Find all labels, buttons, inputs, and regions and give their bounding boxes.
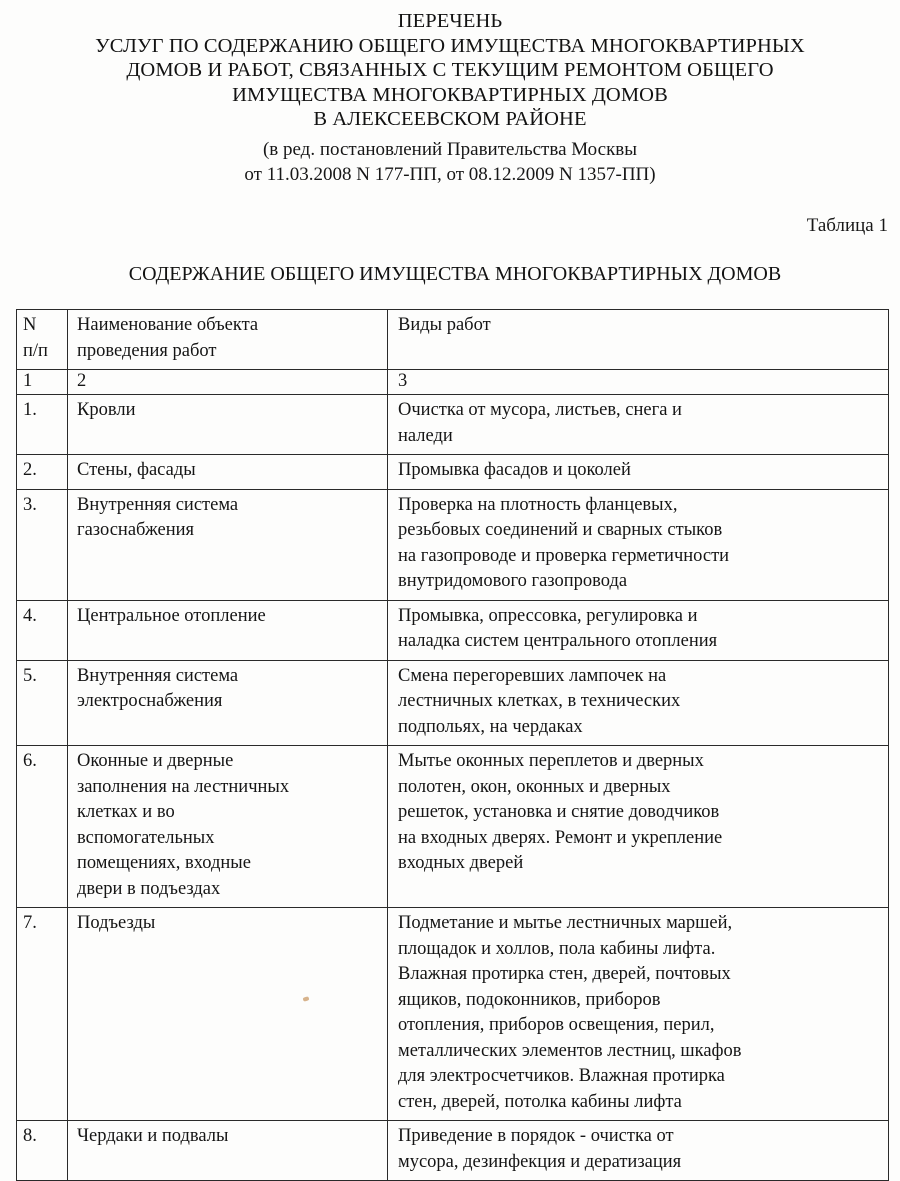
works-line: Проверка на плотность фланцевых, [398,494,678,515]
works-line: подпольях, на чердаках [398,716,583,737]
object-line: Стены, фасады [77,460,196,480]
table-number-label: Таблица 1 [806,214,888,236]
column-index-2: 2 [68,370,388,395]
row-number: 6. [17,746,68,908]
row-works [388,746,889,908]
services-table [16,309,889,1181]
row-object [68,455,388,490]
header-cell-object [68,310,388,370]
row-number: 5. [17,660,68,746]
object-line: Оконные и дверные [77,751,234,771]
column-index-1: 1 [17,370,68,395]
object-line: Кровли [77,400,136,420]
services-table-container [16,309,888,1181]
row-works [388,1121,889,1181]
row-number: 7. [17,908,68,1121]
object-line: Чердаки и подвалы [77,1126,229,1146]
row-number: 4. [17,600,68,660]
works-line: Приведение в порядок - очистка от [398,1126,674,1146]
works-line: металлических элементов лестниц, шкафов [398,1040,742,1061]
works-line: на газопроводе и проверка герметичности [398,545,730,566]
table-caption: СОДЕРЖАНИЕ ОБЩЕГО ИМУЩЕСТВА МНОГОКВАРТИРНЫХ ДОМОВ [128,262,782,285]
row-number: 8. [17,1121,68,1181]
row-object [68,1121,388,1181]
works-line: ящиков, подоконников, приборов [398,989,661,1010]
object-line: Подъезды [77,913,156,933]
row-works [388,395,889,455]
row-object [68,489,388,600]
edition-line-1: от 11.03.2008 N 177-ПП, от 08.12.2009 N 1357-ПП) [244,163,656,185]
header-works-line-0: Виды работ [398,315,491,335]
works-line: наладка систем центрального отопления [398,631,718,651]
row-object [68,600,388,660]
header-object-line-1: проведения работ [77,340,217,361]
row-works [388,908,889,1121]
object-line: заполнения на лестничных [77,776,290,797]
row-works [388,660,889,746]
table-column-index-row [17,370,889,395]
works-line: стен, дверей, потолка кабины лифта [398,1091,682,1112]
row-number: 3. [17,489,68,600]
works-line: резьбовых соединений и сварных стыков [398,520,723,540]
works-line: Промывка фасадов и цоколей [398,460,631,480]
table-header-row [17,310,889,370]
row-object [68,746,388,908]
works-line: внутридомового газопровода [398,571,628,591]
title-line-3: ИМУЩЕСТВА МНОГОКВАРТИРНЫХ ДОМОВ [232,83,668,106]
object-line: Внутренняя система [77,494,239,515]
column-index-3: 3 [388,370,889,395]
title-line-2: ДОМОВ И РАБОТ, СВЯЗАННЫХ С ТЕКУЩИМ РЕМОНТОМ ОБЩЕГО [126,59,774,82]
header-cell-works [388,310,889,370]
row-works [388,489,889,600]
row-works [388,600,889,660]
header-num-line-0: N [23,315,37,335]
header-object-line-0: Наименование объекта [77,315,259,335]
table-row [17,746,889,908]
title-line-1: УСЛУГ ПО СОДЕРЖАНИЮ ОБЩЕГО ИМУЩЕСТВА МНОГОКВАРТИРНЫХ [95,34,805,57]
row-works [388,455,889,490]
edition-line-0: (в ред. постановлений Правительства Москвы [262,138,638,160]
row-object [68,395,388,455]
table-row [17,395,889,455]
works-line: Влажная протирка стен, дверей, почтовых [398,964,731,984]
table-row [17,600,889,660]
title-line-0: ПЕРЕЧЕНЬ [397,10,503,32]
object-line: вспомогательных [77,827,215,848]
object-line: электроснабжения [77,691,223,711]
row-object [68,908,388,1121]
header-num-line-1: п/п [23,340,48,361]
works-line: лестничных клетках, в технических [398,691,681,711]
object-line: двери в подъездах [77,878,221,899]
row-number: 2. [17,455,68,490]
object-line: Внутренняя система [77,665,239,686]
table-row [17,908,889,1121]
works-line: Промывка, опрессовка, регулировка и [398,605,698,626]
table-row [17,1121,889,1181]
works-line: Смена перегоревших лампочек на [398,665,667,686]
works-line: Подметание и мытье лестничных маршей, [398,913,733,933]
object-line: Центральное отопление [77,605,266,626]
object-line: газоснабжения [77,520,195,540]
header-cell-num [17,310,68,370]
works-line: на входных дверях. Ремонт и укрепление [398,827,723,848]
row-number: 1. [17,395,68,455]
works-line: отопления, приборов освещения, перил, [398,1015,715,1035]
table-row [17,660,889,746]
works-line: наледи [398,425,453,446]
object-line: помещениях, входные [77,853,251,873]
row-object [68,660,388,746]
works-line: для электросчетчиков. Влажная протирка [398,1066,725,1086]
works-line: входных дверей [398,853,524,873]
document-header [0,0,900,187]
object-line: клетках и во [77,802,175,822]
works-line: мусора, дезинфекция и дератизация [398,1151,682,1172]
works-line: Мытье оконных переплетов и дверных [398,751,704,771]
table-row [17,455,889,490]
title-line-4: В АЛЕКСЕЕВСКОМ РАЙОНЕ [313,108,587,131]
works-line: полотен, окон, оконных и дверных [398,776,671,797]
works-line: Очистка от мусора, листьев, снега и [398,400,682,420]
works-line: площадок и холлов, пола кабины лифта. [398,938,716,959]
table-row [17,489,889,600]
works-line: решеток, установка и снятие доводчиков [398,802,720,822]
